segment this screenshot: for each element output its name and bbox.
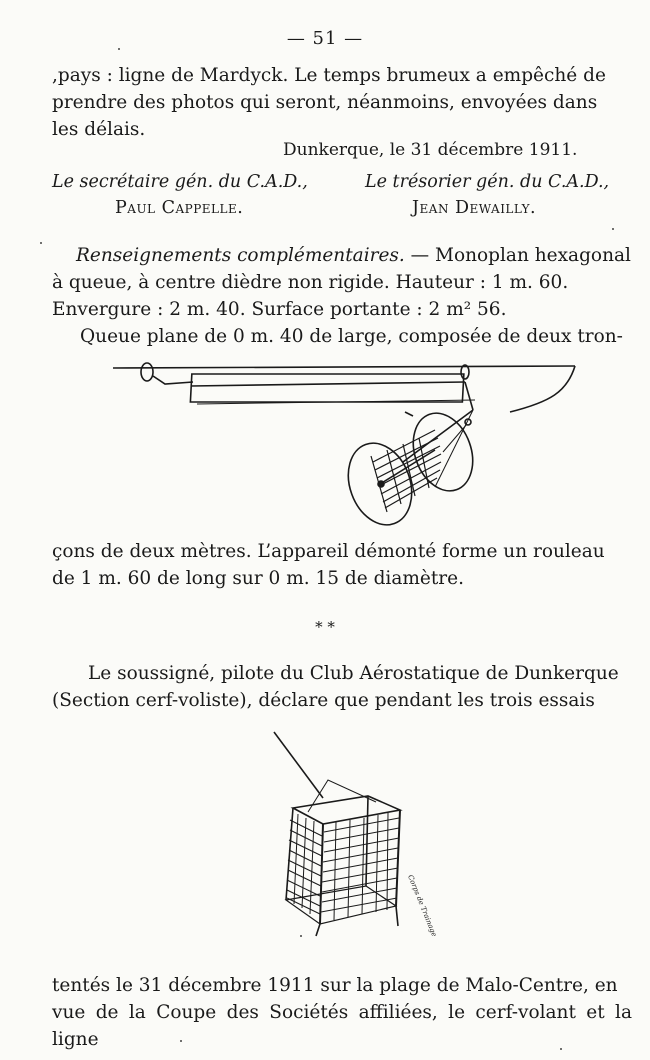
figure-box-kite	[268, 728, 448, 943]
page-number: — 51 —	[286, 28, 364, 49]
print-speck	[40, 242, 42, 244]
paragraph-4-line-1: Le soussigné, pilote du Club Aérostatique de Dunkerque	[88, 663, 619, 684]
paragraph-2-line-2: à queue, à centre dièdre non rigide. Hauteur : 1 m. 60.	[52, 272, 569, 293]
print-speck	[612, 228, 614, 230]
print-speck	[300, 935, 302, 937]
paragraph-3-line-1: çons de deux mètres. L’appareil démonté forme un rouleau	[52, 541, 605, 562]
dateline: Dunkerque, le 31 décembre 1911.	[283, 140, 578, 160]
paragraph-2-line-3: Envergure : 2 m. 40. Surface portante : 2 m² 56.	[52, 299, 507, 320]
paragraph-1-line-3: les délais.	[52, 119, 146, 140]
paragraph-1-line-2: prendre des photos qui seront, néanmoins, envoyées dans	[52, 92, 598, 113]
paragraph-2-line-1	[76, 242, 632, 269]
paragraph-4-line-2: (Section cerf-voliste), déclare que pendant les trois essais	[52, 690, 595, 711]
signature-right-role: Le trésorier gén. du C.A.D.,	[365, 172, 610, 192]
section-separator: * *	[315, 618, 335, 636]
paragraph-2-line-4: Queue plane de 0 m. 40 de large, composée de deux tron-	[80, 326, 623, 347]
paragraph-2-line-1-text: — Monoplan hexagonal	[404, 245, 631, 266]
figure-box-kite-label: Corps de Trainage	[406, 873, 439, 938]
print-speck	[118, 48, 120, 50]
paragraph-3-line-2: de 1 m. 60 de long sur 0 m. 15 de diamètre.	[52, 568, 464, 589]
figure-kite-and-reel	[105, 352, 585, 537]
paragraph-2-heading: Renseignements complémentaires.	[76, 245, 405, 266]
signature-right-name: Jean Dewailly.	[412, 198, 537, 218]
print-speck	[180, 1040, 182, 1042]
signature-left-role: Le secrétaire gén. du C.A.D.,	[52, 172, 308, 192]
signature-left-name: Paul Cappelle.	[115, 198, 244, 218]
paragraph-1-line-1: ,pays : ligne de Mardyck. Le temps brumeux a empêché de	[52, 65, 606, 86]
paragraph-5-line-2: vue de la Coupe des Sociétés affiliées, le cerf-volant et la ligne	[52, 1002, 632, 1050]
paragraph-5-line-1: tentés le 31 décembre 1911 sur la plage de Malo-Centre, en	[52, 975, 618, 996]
print-speck	[560, 1048, 562, 1050]
